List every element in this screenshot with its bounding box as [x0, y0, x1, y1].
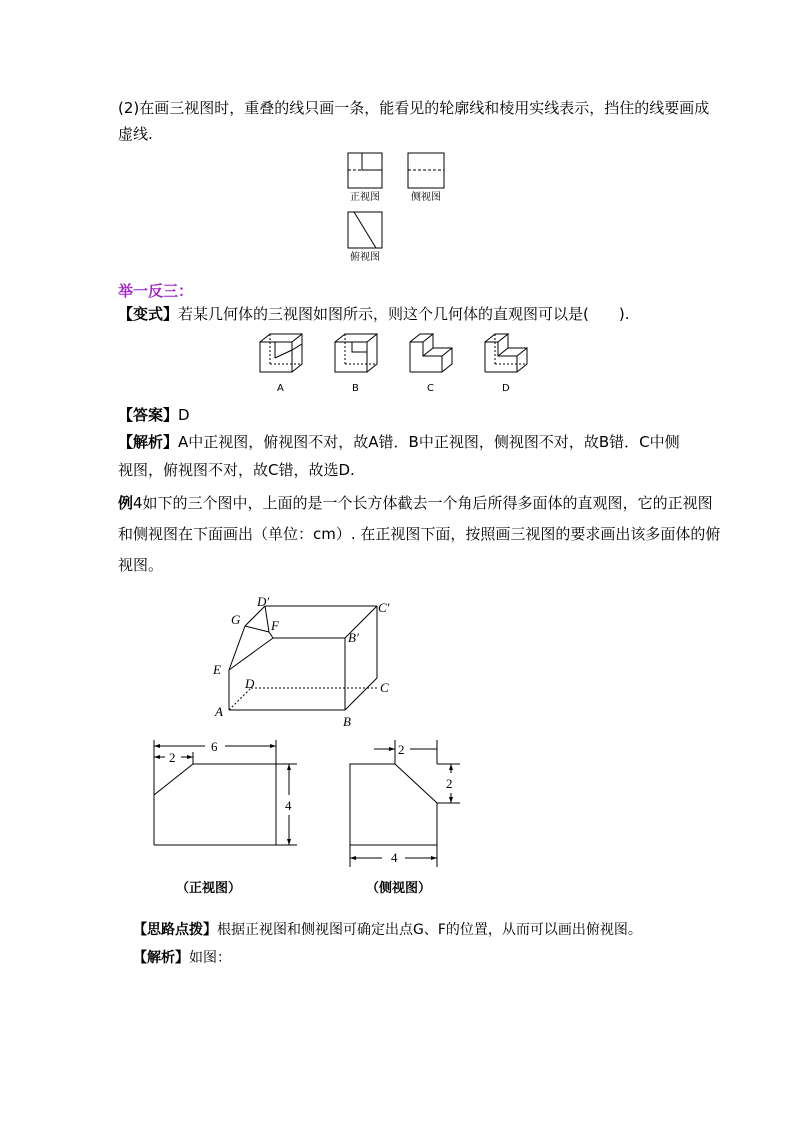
side-dim-bottom-4: 4	[391, 850, 398, 865]
option-c-solid	[410, 334, 452, 372]
example4-line-2: 和侧视图在下面画出（单位：cm）. 在正视图下面，按照画三视图的要求画出该多面体的俯	[118, 525, 721, 543]
label-c1: C′	[378, 600, 390, 615]
top-view-label: 俯视图	[350, 252, 380, 263]
answer-line	[118, 405, 190, 425]
label-e: E	[213, 662, 221, 677]
example4-line-3: 视图。	[118, 556, 164, 574]
analysis2-text: 如图：	[189, 950, 231, 966]
hint-tag: 【思路点拨】	[133, 922, 217, 938]
front-dim-4: 4	[285, 798, 292, 813]
hint-line	[133, 920, 642, 940]
example4-tag: 例	[118, 494, 134, 512]
label-a: A	[215, 704, 223, 719]
answer-tag: 【答案】	[118, 406, 179, 424]
side-dim-top-2: 2	[398, 742, 405, 757]
side-view-caption: （侧视图）	[366, 881, 432, 896]
hint-text: 根据正视图和侧视图可确定出点G、F的位置，从而可以画出俯视图。	[217, 922, 642, 938]
analysis2-tag: 【解析】	[133, 950, 189, 966]
front-view-drawing	[145, 735, 305, 855]
variant-question	[118, 304, 630, 324]
analysis-line-1	[118, 432, 680, 452]
intro-line-1: (2)在画三视图时，重叠的线只画一条，能看见的轮廓线和棱用实线表示，挡住的线要画成	[118, 99, 710, 117]
option-b-solid	[335, 334, 377, 372]
label-c: C	[380, 680, 389, 695]
side-view-label: 侧视图	[411, 192, 441, 203]
option-d-label: D	[502, 383, 510, 394]
example4-line-1	[118, 493, 713, 513]
option-b-label: B	[352, 383, 359, 394]
option-c-label: C	[427, 383, 434, 394]
label-f: F	[271, 618, 279, 633]
variant-text: 若某几何体的三视图如图所示，则这个几何体的直观图可以是( ).	[178, 305, 630, 323]
label-b: B	[343, 714, 351, 729]
section-title: 举一反三：	[118, 282, 194, 300]
label-d: D	[245, 676, 255, 691]
analysis2-line	[133, 948, 231, 968]
options-figure	[255, 330, 540, 382]
option-a-label: A	[277, 383, 284, 394]
analysis-tag: 【解析】	[118, 433, 179, 451]
three-view-figure	[340, 148, 450, 268]
side-dim-right-2: 2	[446, 776, 453, 791]
front-dim-2: 2	[169, 750, 176, 765]
front-view-step	[362, 153, 382, 170]
truncated-box-solid	[205, 592, 415, 732]
answer-value: D	[178, 406, 190, 424]
top-view-diagonal	[354, 212, 376, 248]
label-g: G	[231, 612, 241, 627]
front-view-label: 正视图	[350, 192, 380, 203]
front-view-caption: （正视图）	[176, 881, 242, 896]
analysis-text-1: A中正视图，俯视图不对，故A错．B中正视图，侧视图不对，故B错．C中侧	[178, 433, 680, 451]
option-d-solid	[485, 334, 527, 372]
option-a-solid	[260, 334, 302, 372]
intro-line-2: 虚线.	[118, 125, 153, 143]
analysis-line-2: 视图，俯视图不对，故C错，故选D.	[118, 461, 355, 479]
side-view-drawing	[340, 735, 470, 870]
label-d1: D′	[257, 594, 270, 609]
example4-text-1: 4如下的三个图中，上面的是一个长方体截去一个角后所得多面体的直观图，它的正视图	[133, 494, 713, 512]
front-dim-6: 6	[211, 739, 218, 754]
variant-tag: 【变式】	[118, 305, 179, 323]
label-b1: B′	[348, 630, 359, 645]
